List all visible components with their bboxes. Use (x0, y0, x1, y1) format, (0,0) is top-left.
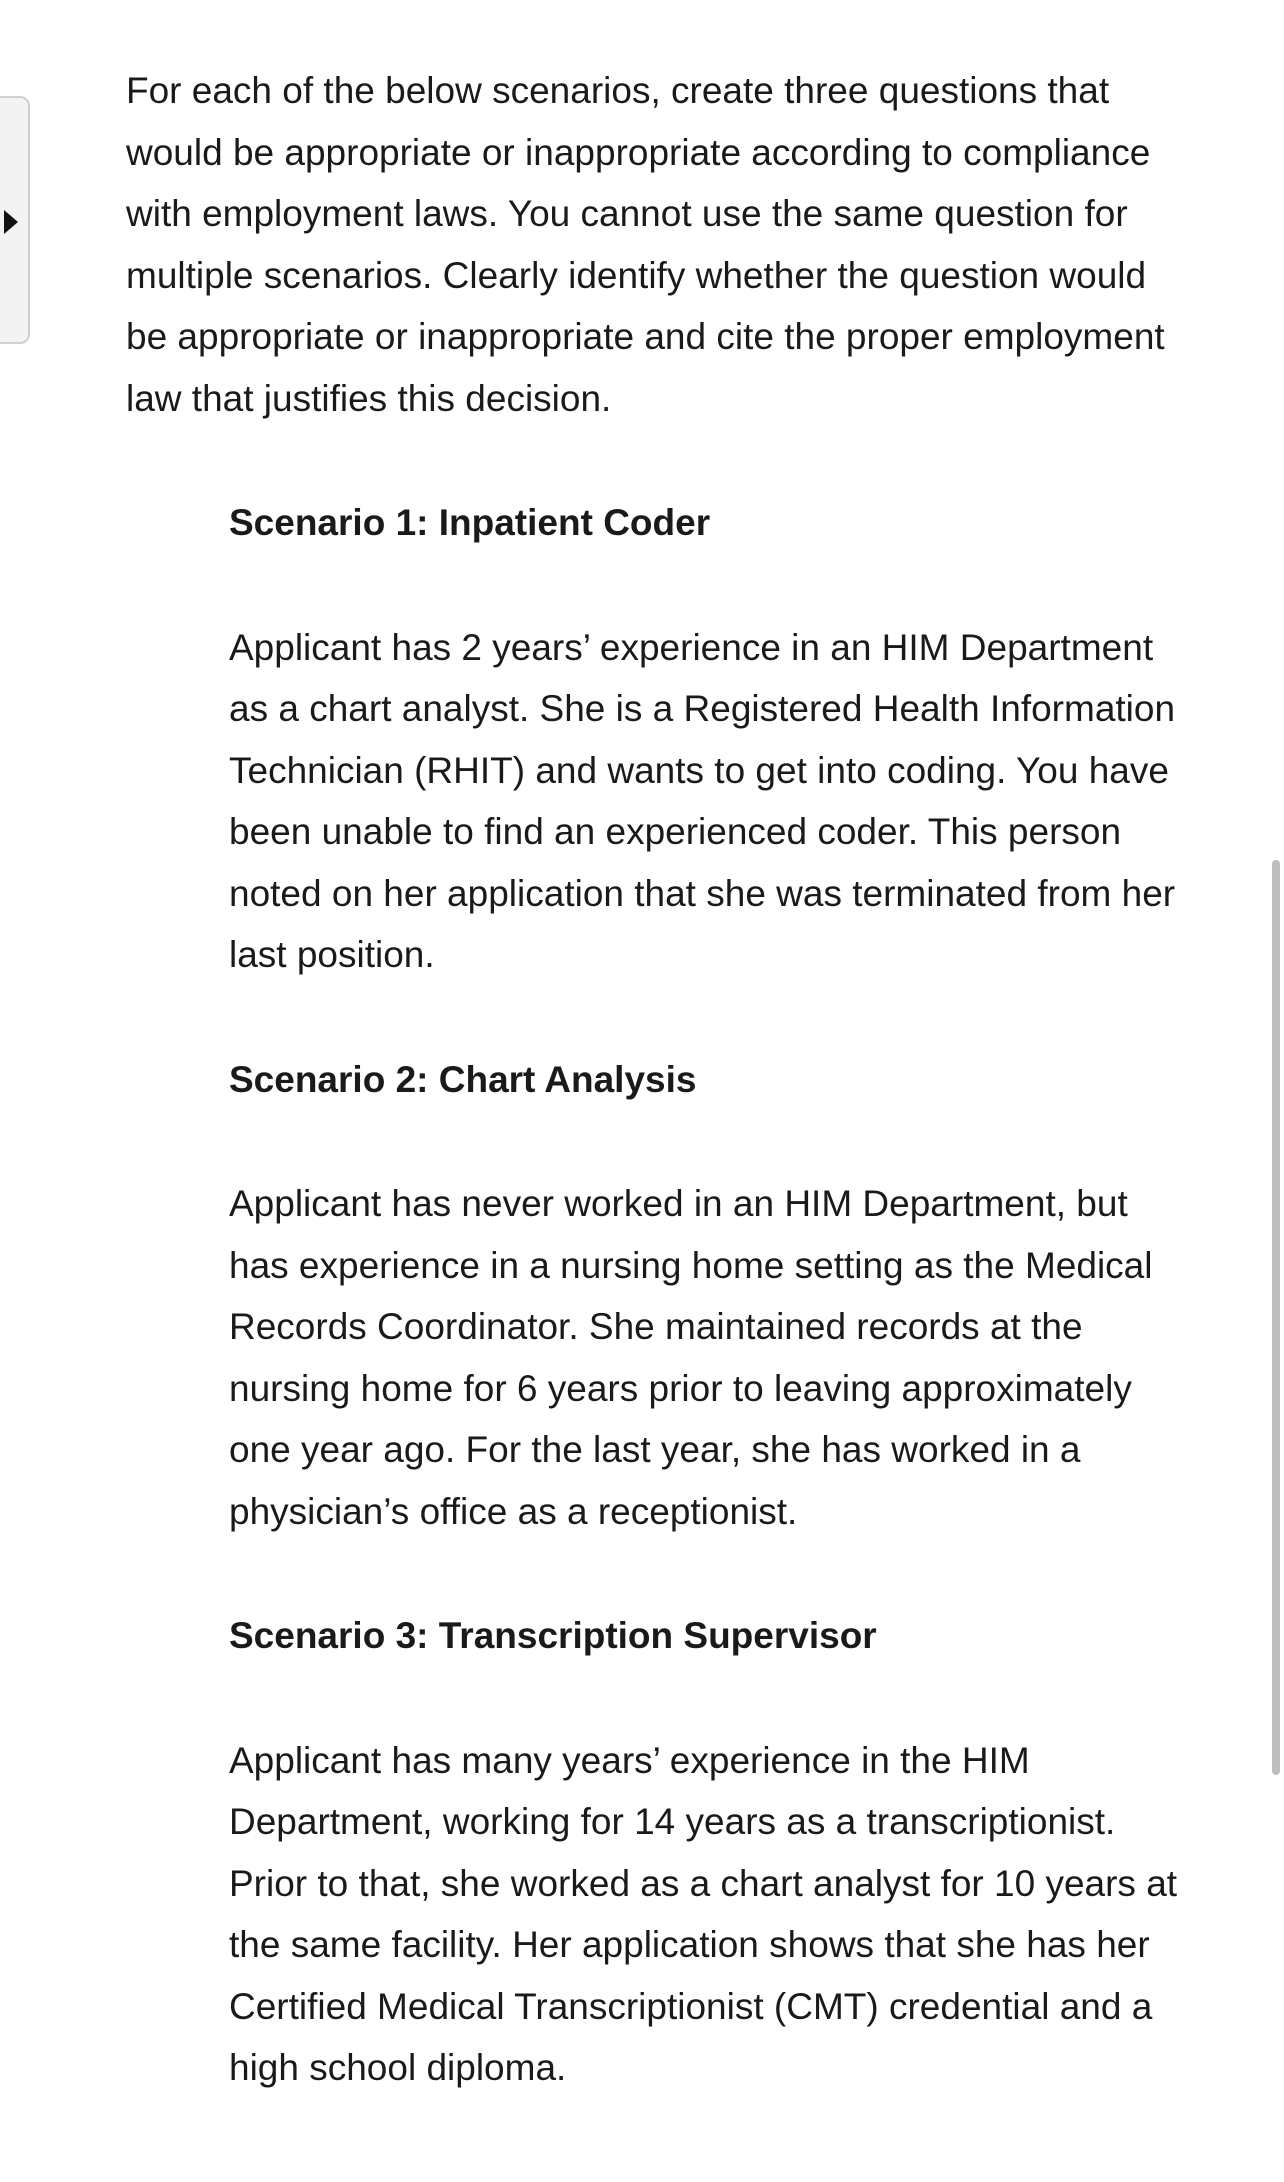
scenario-description: Applicant has never worked in an HIM Department, but has experience in a nursing home setting as the Medical Records Coordinator. She maintained records at the nursing home for 6 years prior to leaving approximately one year ago. For the last year, she has worked in a physician’s office as a receptionist. (229, 1183, 1153, 1532)
scenario-1 (229, 492, 1229, 986)
scenario-title: Scenario 2: Chart Analysis (229, 1058, 697, 1100)
expand-arrow-icon (4, 210, 18, 234)
scenario-title: Scenario 1: Inpatient Coder (229, 502, 711, 543)
scenario-2 (229, 1049, 1229, 1543)
scrollbar-thumb[interactable] (1272, 860, 1280, 1775)
document-content (126, 60, 1186, 2099)
scenario-description: Applicant has 2 years’ experience in an HIM Department as a chart analyst. She is a Registered Health Information Technician (RHIT) and wants to get into coding. You have been unable to find an experienced coder. This person noted on her application that she was terminated from her last position. (229, 626, 1176, 975)
instructions-paragraph: For each of the below scenarios, create three questions that would be appropriate or inappropriate according to compliance with employment laws. You cannot use the same question for multiple scenarios. Clearly identify whether the question would be appropriate or inappropriate and cite the proper employment law that justifies this decision. (126, 70, 1165, 419)
side-panel-toggle[interactable] (0, 96, 30, 344)
scenario-title: Scenario 3: Transcription Supervisor (229, 1615, 877, 1656)
scenario-description: Applicant has many years’ experience in the HIM Department, working for 14 years as a transcriptionist. Prior to that, she worked as a chart analyst for 10 years at the same facility. Her application shows that she has her Certified Medical Transcriptionist (CMT) credential and a high school diploma. (229, 1739, 1178, 2088)
scenario-3 (229, 1605, 1229, 2099)
